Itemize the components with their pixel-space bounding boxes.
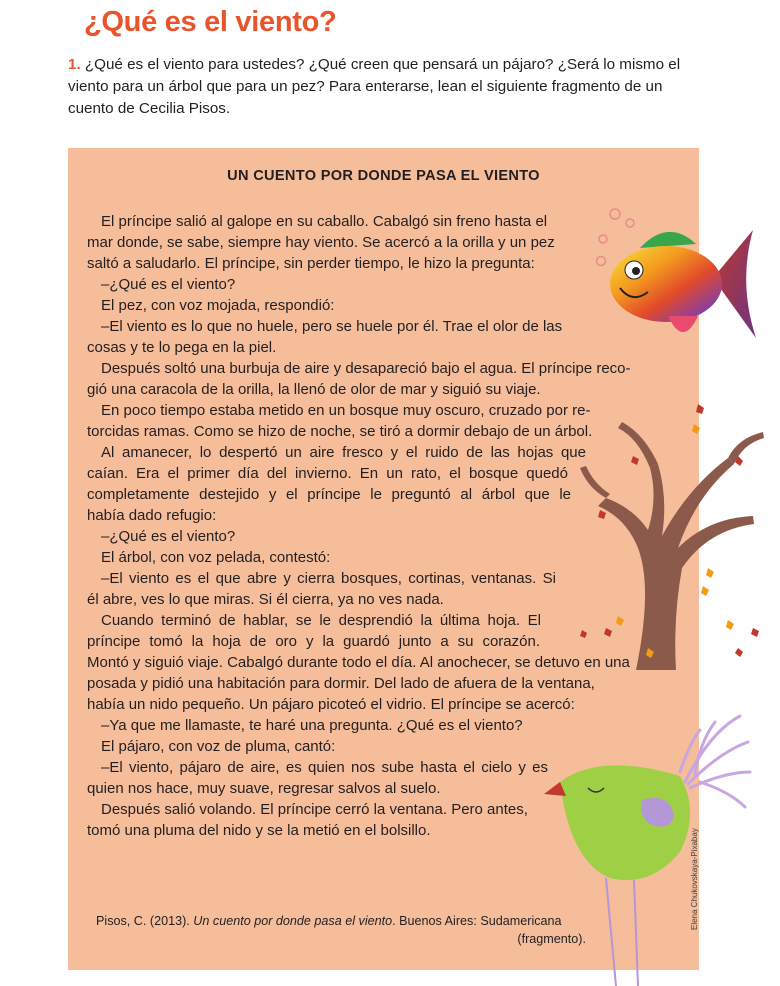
story-line: gió una caracola de la orilla, la llenó de olor de mar y siguió su viaje. [87,381,541,398]
story-line: había un nido pequeño. Un pájaro picoteó el vidrio. El príncipe se acercó: [87,696,575,713]
activity-text: ¿Qué es el viento para ustedes? ¿Qué creen que pensará un pájaro? ¿Será lo mismo el viento para un árbol que para un pez? Para enterarse, lean el siguiente fragmento de un cuento de Cecilia Pisos. [68,56,681,117]
page-title: ¿Qué es el viento? [84,6,337,38]
story-line: caían. Era el primer día del invierno. En un rato, el bosque quedó [87,465,568,482]
story-line: saltó a saludarlo. El príncipe, sin perder tiempo, le hizo la pregunta: [87,255,535,272]
reference-note: (fragmento). [517,932,586,946]
activity-number: 1. [68,56,81,73]
story-line: El pájaro, con voz de pluma, cantó: [101,738,336,755]
reference-publisher: . Buenos Aires: Sudamericana [392,914,562,928]
story-line: Después salió volando. El príncipe cerró la ventana. Pero antes, [101,801,528,818]
story-line: Cuando terminó de hablar, se le desprendió la última hoja. El [101,612,541,629]
story-line: El árbol, con voz pelada, contestó: [101,549,331,566]
story-line: torcidas ramas. Como se hizo de noche, se tiró a dormir debajo de un árbol. [87,423,593,440]
story-line: él abre, ves lo que miras. Si él cierra, ya no ves nada. [87,591,444,608]
story-line: Al amanecer, lo despertó un aire fresco y el ruido de las hojas que [101,444,586,461]
image-credit: Elena Chukovskaya-Pixabay [690,828,699,930]
story-line: –¿Qué es el viento? [101,528,236,545]
story-line: Después soltó una burbuja de aire y desapareció bajo el agua. El príncipe reco- [101,360,631,377]
story-title: UN CUENTO POR DONDE PASA EL VIENTO [227,168,540,184]
story-line: quien nos hace, muy suave, regresar salvos al suelo. [87,780,441,797]
story-line: posada y pidió una habitación para dormir. Del lado de afuera de la ventana, [87,675,595,692]
story-line: tomó una pluma del nido y se la metió en el bolsillo. [87,822,431,839]
bibliographic-reference [96,912,586,948]
story-text [87,211,692,841]
story-line: –El viento, pájaro de aire, es quien nos sube hasta el cielo y es [101,759,548,776]
story-line: cosas y te lo pega en la piel. [87,339,277,356]
bird-leg [606,878,616,986]
story-line: Montó y siguió viaje. Cabalgó durante todo el día. Al anochecer, se detuvo en una [87,654,630,671]
reference-work: Un cuento por donde pasa el viento [193,914,393,928]
story-line: completamente destejido y el príncipe le preguntó al árbol que le [87,486,571,503]
story-line: –El viento es el que abre y cierra bosques, cortinas, ventanas. Si [101,570,556,587]
story-line: mar donde, se sabe, siempre hay viento. Se acercó a la orilla y un pez [87,234,555,251]
story-line: príncipe tomó la hoja de oro y la guardó junto a su corazón. [87,633,540,650]
story-line: –¿Qué es el viento? [101,276,236,293]
story-line: –Ya que me llamaste, te haré una pregunta. ¿Qué es el viento? [101,717,523,734]
story-line: había dado refugio: [87,507,217,524]
story-line: –El viento es lo que no huele, pero se huele por él. Trae el olor de las [101,318,563,335]
story-line: El príncipe salió al galope en su caballo. Cabalgó sin freno hasta el [101,213,548,230]
story-line: En poco tiempo estaba metido en un bosque muy oscuro, cruzado por re- [101,402,591,419]
activity-instruction [68,54,708,120]
story-line: El pez, con voz mojada, respondió: [101,297,335,314]
reference-author: Pisos, C. (2013). [96,914,194,928]
